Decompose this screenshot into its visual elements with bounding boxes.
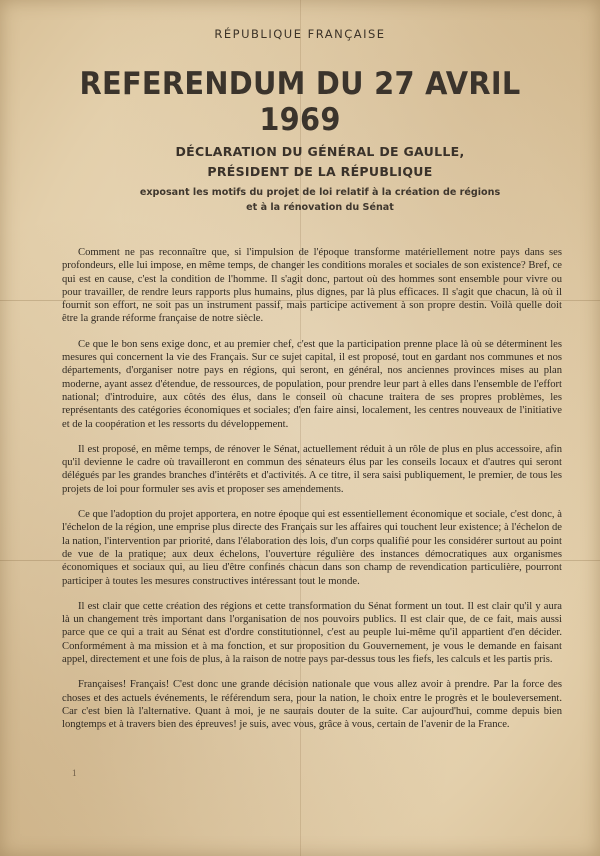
declaration-heading: [100, 142, 540, 182]
motifs-line-1: exposant les motifs du projet de loi relatif à la création de régions: [139, 187, 501, 198]
body-paragraph: Comment ne pas reconnaître que, si l'impulsion de l'époque transforme matériellement notre pays dans ses profondeurs, elle lui impose, en même temps, de changer les conditions morales et sociales de son existence? Bref, ce qui est en cause, c'est la condition de l'homme. Il s'agit donc, partout où des hommes sont ensemble pour vivre ou pour travailler, de rendre leurs rapports plus humains, plus dignes, par là plus efficaces. Il s'agit que chacun, là où il fournit son effort, ne soit pas un instrument passif, mais participe activement à son propre destin. Voilà quelle doit être la grande réforme française de notre siècle.: [62, 247, 562, 325]
referendum-title: REFERENDUM DU 27 AVRIL 1969: [79, 66, 521, 138]
motifs-line-2: et à la rénovation du Sénat: [246, 202, 394, 213]
declaration-line-1: DÉCLARATION DU GÉNÉRAL DE GAULLE,: [175, 144, 465, 159]
body-paragraph: Ce que l'adoption du projet apportera, en notre époque qui est essentiellement économique et sociale, c'est donc, à l'échelon de la région, une emprise plus directe des Français sur les affaires qui touchent leur existence; à l'échelon de la nation, l'intervention par priorité, dans l'élaboration des lois, d'un corps qualifié pour les considérer surtout au point de vue de la pratique; aux deux échelons, l'ouverture régulière des instances démocratiques aux organismes économiques et sociaux qui, au lieu d'être confinés chacun dans son champ de revendication particulière, pourront participer à toutes les mesures constructives intéressant tout le monde.: [62, 509, 562, 587]
body-paragraph: Ce que le bon sens exige donc, et au premier chef, c'est que la participation prenne place là où se déterminent les mesures qui concernent la vie des Français. Sur ce sujet capital, il est proposé, tout en gardant nos communes et nos départements, d'organiser notre pays en régions, qui seront, en général, nos anciennes provinces mises au plan moderne, ayant assez d'étendue, de ressources, de population, pour prendre leur part à elles dans l'ensemble de l'effort national; d'introduire, aux côtés des élus, dans le conseil où chacune traitera de ses propres problèmes, les représentants des catégories économiques et sociales; d'en faire ainsi, localement, les centres nouveaux de l'initiative et de la coopération et les ressorts du développement.: [62, 338, 562, 430]
page-mark: 1: [72, 768, 77, 778]
body-paragraph: Il est clair que cette création des régions et cette transformation du Sénat forment un tout. Il est clair qu'il y aura là un changement très important dans l'organisation de nos pouvoirs publics. Il est clair que, de ce fait, mais aussi parce que ce qui a trait au Sénat est d'ordre constitutionnel, c'est au peuple lui-même qu'il appartient d'en décider. Conformément à ma mission et à ma fonction, et sur proposition du Gouvernement, je vous le demande en faisant appel, directement et une fois de plus, à la raison de notre pays par-dessus tous les fiefs, les calculs et les partis pris.: [62, 600, 562, 666]
republique-heading: RÉPUBLIQUE FRANÇAISE: [214, 27, 386, 41]
declaration-body: [62, 246, 562, 744]
motifs-subheading: [90, 185, 550, 215]
declaration-line-2: PRÉSIDENT DE LA RÉPUBLIQUE: [207, 164, 433, 179]
body-paragraph: Françaises! Français! C'est donc une grande décision nationale que vous allez avoir à prendre. Par la force des choses et des actuels événements, le référendum sera, pour la nation, le choix entre le progrès et le bouleversement. Car c'est bien là l'alternative. Quant à moi, je ne saurais douter de la suite. Car aujourd'hui, comme depuis bien longtemps et à travers bien des épreuves! je suis, avec vous, grâce à vous, certain de l'avenir de la France.: [62, 679, 562, 731]
body-paragraph: Il est proposé, en même temps, de rénover le Sénat, actuellement réduit à un rôle de plus en plus accessoire, afin qu'il devienne le cadre où travailleront en commun des sénateurs élus par les conseils locaux et d'autres qui seront délégués par les grandes branches d'intérêts et d'activités. A ce titre, il sera saisi publiquement, le premier, de tous les projets de loi pour formuler ses avis et proposer ses amendements.: [62, 443, 562, 495]
